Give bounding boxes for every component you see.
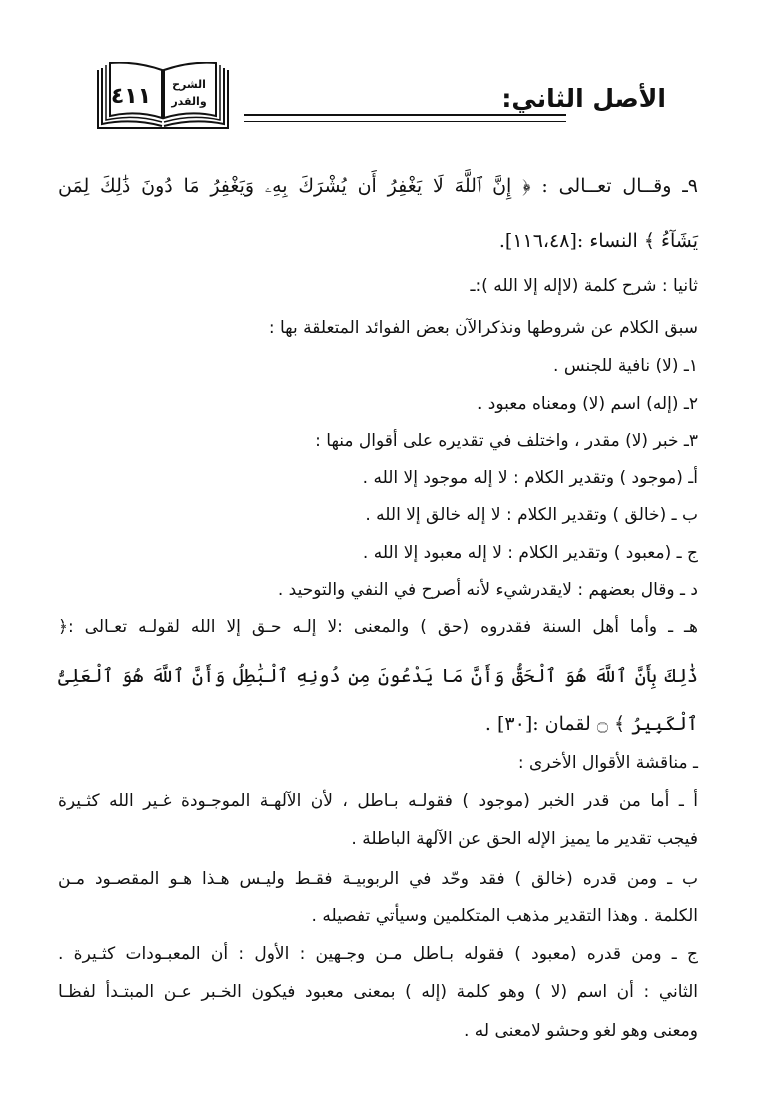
- list-item: ٢ـ (إله) اسم (لا) ومعناه معبود .: [477, 394, 698, 414]
- chapter-title: الأصل الثاني:: [501, 84, 666, 113]
- list-item: ب ـ (خالق ) وتقدير الكلام : لا إله خالق إلا الله .: [365, 505, 698, 525]
- book-title-line1: الشرح: [172, 78, 206, 91]
- verse-line: ٱلْكَبِيرُ ﴾ ۝ لقمان :[٣٠] .: [484, 713, 698, 735]
- text-line: ب ـ ومن قدره (خالق ) فقد وحّد في الربوبيـة فقـط وليـس هـذا هـو المقصـود مـن: [58, 869, 698, 889]
- header-rule-thin: [244, 121, 566, 122]
- text-line: ج ـ ومن قدره (معبود ) فقوله بـاطل مـن وجـهين : الأول : أن المعبـودات كثـيرة .: [58, 944, 698, 964]
- text-line: ٩ـ وقــال تعــالى : ﴿ إِنَّ ٱللَّهَ لَا يَغْفِرُ أَن يُشْرَكَ بِهِۦ وَيَغْفِرُ مَا دُونَ ذَٰلِكَ لِمَن: [58, 175, 698, 197]
- text-line: فيجب تقدير ما يميز الإله الحق عن الآلهة الباطلة .: [351, 829, 698, 849]
- text-line: سبق الكلام عن شروطها ونذكرالآن بعض الفوائد المتعلقة بها :: [268, 318, 698, 338]
- text-line: أ ـ أما من قدر الخبر (موجود ) فقولـه بـاطل ، لأن الآلهـة الموجـودة غـير الله كثـيرة: [58, 791, 698, 811]
- header-rule-thick: [244, 114, 566, 116]
- text-line: الثاني : أن اسم (لا ) وهو كلمة (إله ) بمعنى معبود فيكون الخـبر عـن المبتـدأ لفظـا: [58, 982, 698, 1002]
- list-item: ج ـ (معبود ) وتقدير الكلام : لا إله معبود إلا الله .: [362, 543, 698, 563]
- book-title: [160, 76, 218, 110]
- list-item: د ـ وقال بعضهم : لايقدرشيء لأنه أصرح في النفي والتوحيد .: [277, 580, 698, 600]
- text-line: ومعنى وهو لغو وحشو لامعنى له .: [463, 1021, 698, 1041]
- text-line: الكلمة . وهذا التقدير مذهب المتكلمين وسيأتي تفصيله .: [311, 906, 698, 926]
- list-item: أـ (موجود ) وتقدير الكلام : لا إله موجود إلا الله .: [362, 468, 698, 488]
- list-item: هـ ـ وأما أهل السنة فقدروه (حق ) والمعنى :لا إلـه حـق إلا الله لقولـه تعـالى :﴿: [58, 617, 698, 637]
- list-item: ٣ـ خبر (لا) مقدر ، واختلف في تقديره على أقوال منها :: [315, 431, 698, 451]
- verse-line: ذَٰلِكَ بِأَنَّ ٱللَّهَ هُوَ ٱلْحَقُّ وَأَنَّ مَا يَدْعُونَ مِن دُونِهِ ٱلْبَٰطِلُ وَأَنَّ ٱللَّهَ هُوَ ٱلْعَلِىُّ: [58, 665, 698, 687]
- book-title-line2: والقدر: [171, 95, 207, 108]
- list-item: ١ـ (لا) نافية للجنس .: [553, 356, 698, 376]
- page-header: [0, 0, 760, 140]
- section-heading: ـ مناقشة الأقوال الأخرى :: [517, 753, 698, 773]
- section-heading: ثانيا : شرح كلمة (لاإله إلا الله ):ـ: [470, 276, 698, 296]
- text-line: يَشَآءُ ﴾ النساء :[١١٦،٤٨].: [498, 230, 698, 252]
- page-number: ٤١١: [110, 84, 152, 109]
